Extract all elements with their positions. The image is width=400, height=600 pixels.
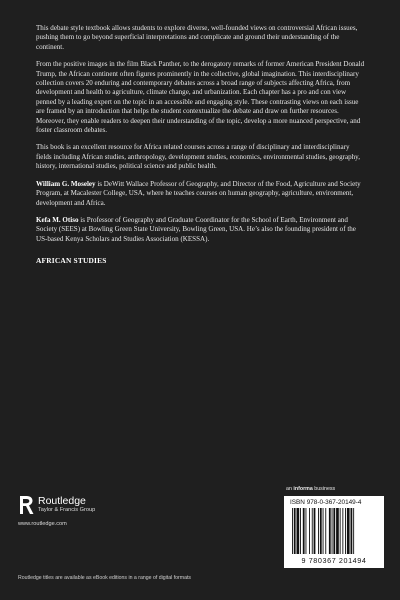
author-bio-1 xyxy=(36,180,366,208)
ebook-note: Routledge titles are available as eBook editions in a range of digital formats xyxy=(18,575,192,581)
subject-category: AFRICAN STUDIES xyxy=(36,256,107,266)
author-bio-text: is DeWitt Wallace Professor of Geography, and Director of the Food, Agriculture and Society Program, at Macalester College, USA, where he teaches courses on human geography, agriculture, environment, development and Africa. xyxy=(36,179,361,207)
author-name: Kefa M. Otiso xyxy=(36,215,79,224)
barcode-bar xyxy=(325,508,326,554)
barcode-bars xyxy=(292,508,376,556)
isbn-barcode xyxy=(284,496,384,568)
author-bio-text: is Professor of Geography and Graduate Coordinator for the School of Earth, Environment and Society (SEES) at Bowling Green State University, Bowling Green, USA. He’s also the founding president of the US-based Kenya Scholars and Studies Association (KESSA). xyxy=(36,215,356,243)
blurb-paragraph-2: From the positive images in the film Black Panther, to the derogatory remarks of former American President Donald Trump, the African continent often figures prominently in the collective, global imagination. This interdisciplinary collection covers 20 enduring and contemporary debates across a broad range of subjects affecting Africa, from development and health to agriculture, climate change, and urbanization. Each chapter has a pro and con view penned by a leading expert on the topic in an accessible and engaging style. These contrasting views on each issue are framed by an introduction that helps the student contextualize the debate and draw on further resources. Moreover, they enable readers to deepen their understanding of the topic, develop a more nuanced perspective, and foster classroom debates. xyxy=(36,60,365,135)
barcode-bar xyxy=(309,508,310,554)
barcode-bar xyxy=(332,508,333,554)
barcode-digits: 9 780367 201494 xyxy=(301,556,367,565)
informa-prefix: an xyxy=(286,486,294,492)
barcode-bar xyxy=(303,508,305,554)
author-bio-2 xyxy=(36,216,366,244)
informa-brand: informa xyxy=(293,486,313,492)
barcode-bar xyxy=(297,508,300,554)
barcode-bar xyxy=(336,508,339,554)
publisher-website: www.routledge.com xyxy=(18,521,67,527)
barcode-bar xyxy=(300,508,301,554)
barcode-bar xyxy=(320,508,322,554)
informa-tagline xyxy=(286,486,335,492)
barcode-bar xyxy=(329,508,331,554)
publisher-name: Routledge xyxy=(38,495,86,507)
barcode-bar xyxy=(294,508,296,554)
publisher-block xyxy=(18,495,168,527)
barcode-bar xyxy=(312,508,313,554)
informa-suffix: business xyxy=(312,486,336,492)
barcode-bar xyxy=(347,508,350,554)
barcode-bar xyxy=(292,508,293,554)
publisher-group: Taylor & Francis Group xyxy=(38,507,96,513)
barcode-bar xyxy=(351,508,353,554)
barcode-bar xyxy=(345,508,346,554)
blurb-paragraph-1: This debate style textbook allows students to explore diverse, well-founded views on controversial African issues, pushing them to go beyond superficial interpretations and complicate and ground their understanding of the continent. xyxy=(36,24,358,51)
barcode-bar xyxy=(340,508,341,554)
barcode-bar xyxy=(306,508,307,554)
barcode-bar xyxy=(314,508,316,554)
barcode-bar xyxy=(342,508,343,554)
barcode-bar xyxy=(323,508,324,554)
author-name: William G. Moseley xyxy=(36,179,96,188)
routledge-logo-icon xyxy=(18,495,34,515)
blurb-section xyxy=(36,24,366,265)
blurb-paragraph-3: This book is an excellent resource for Africa related courses across a range of disciplinary and interdisciplinary fields including African studies, anthropology, development studies, economics, environmental studies, geography, history, international studies, political science and public health. xyxy=(36,143,360,171)
barcode-bar xyxy=(318,508,319,554)
isbn-label: ISBN 978-0-367-20149-4 xyxy=(290,499,362,506)
barcode-bar xyxy=(333,508,335,554)
barcode-bar xyxy=(353,508,354,554)
